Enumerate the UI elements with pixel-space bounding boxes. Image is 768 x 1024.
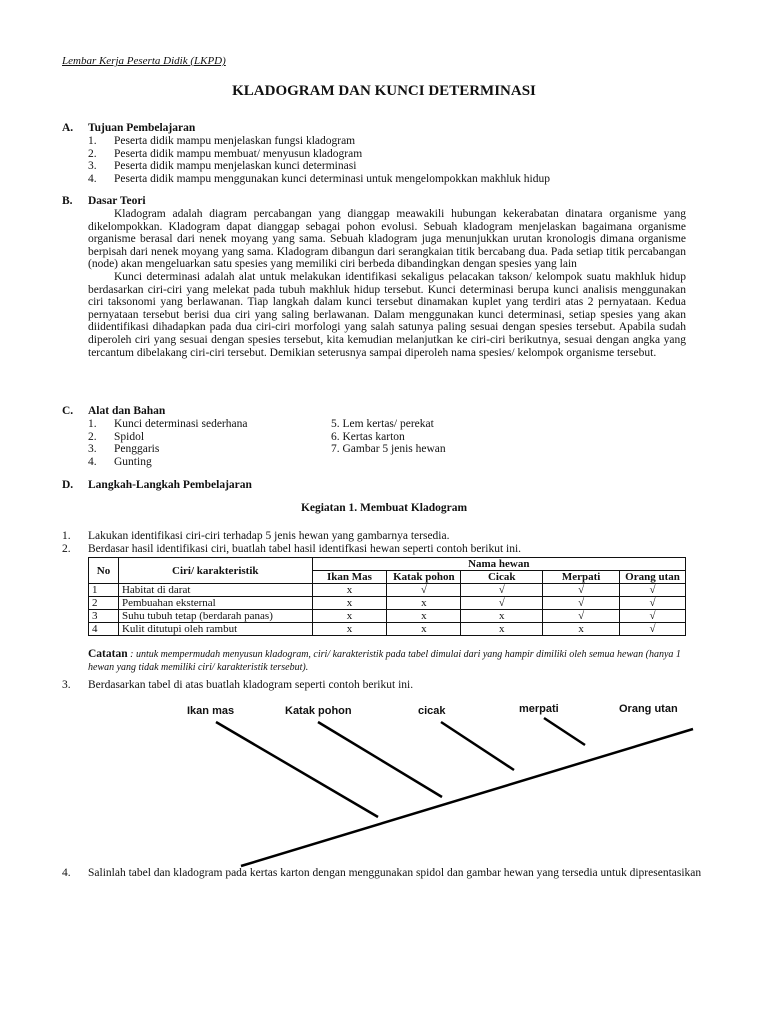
table-cell: Kulit ditutupi oleh rambut <box>118 623 312 636</box>
item-number: 4. <box>88 172 97 185</box>
column-header-animal: Ikan Mas <box>312 571 387 584</box>
cladogram-trunk <box>241 729 693 866</box>
column-header-animal: Katak pohon <box>387 571 461 584</box>
table-cell: √ <box>543 610 620 623</box>
table-cell: 3 <box>89 610 119 623</box>
cladogram-label-ikan-mas: Ikan mas <box>187 705 235 717</box>
table-cell: x <box>387 597 461 610</box>
cladogram-label-katak-pohon: Katak pohon <box>285 705 352 717</box>
table-cell: x <box>387 610 461 623</box>
item-text: Peserta didik mampu membuat/ menyusun kladogram <box>114 147 363 160</box>
step-text: Berdasarkan tabel di atas buatlah kladogram seperti contoh berikut ini. <box>88 679 414 691</box>
list-item: 7. Gambar 5 jenis hewan <box>331 443 446 456</box>
item-text: Spidol <box>114 430 145 443</box>
table-cell: x <box>312 584 387 597</box>
table-cell: x <box>387 623 461 636</box>
table-cell: Suhu tubuh tetap (berdarah panas) <box>118 610 312 623</box>
column-header-animal: Cicak <box>461 571 543 584</box>
table-cell: √ <box>620 623 686 636</box>
table-cell: x <box>461 623 543 636</box>
item-number: 3. <box>88 443 97 456</box>
step-number: 1. <box>62 530 71 542</box>
section-letter: B. <box>62 195 73 207</box>
cladogram-branch-katak-pohon <box>318 722 442 797</box>
step-text: Salinlah tabel dan kladogram pada kertas karton dengan menggunakan spidol dan gambar hewan yang tersedia untuk dipresentasikan <box>88 867 702 879</box>
table-cell: Pembuahan eksternal <box>118 597 312 610</box>
column-header-animal: Merpati <box>543 571 620 584</box>
table-cell: √ <box>461 584 543 597</box>
column-header-animal: Orang utan <box>620 571 686 584</box>
lkpd-header-label: Lembar Kerja Peserta Didik (LKPD) <box>62 55 226 67</box>
note-label: Catatan <box>88 648 128 660</box>
item-text: Peserta didik mampu menggunakan kunci determinasi untuk mengelompokkan makhluk hidup <box>114 172 550 185</box>
item-number: 4. <box>88 455 97 468</box>
table-cell: 1 <box>89 584 119 597</box>
page-title: KLADOGRAM DAN KUNCI DETERMINASI <box>232 83 536 99</box>
activity-title: Kegiatan 1. Membuat Kladogram <box>300 502 468 514</box>
step-number: 3. <box>62 679 71 691</box>
cladogram-label-orang-utan: Orang utan <box>619 703 678 715</box>
item-number: 1. <box>88 418 97 430</box>
item-text: Peserta didik mampu menjelaskan kunci determinasi <box>114 160 357 173</box>
item-number: 2. <box>88 147 97 160</box>
step-number: 4. <box>62 867 71 879</box>
section-title: Dasar Teori <box>88 195 146 207</box>
column-header-group: Nama hewan <box>312 558 685 571</box>
table-cell: 2 <box>89 597 119 610</box>
table-cell: √ <box>620 610 686 623</box>
step-4 <box>62 867 702 880</box>
table-cell: √ <box>620 584 686 597</box>
step-text: Berdasar hasil identifikasi ciri, buatlah tabel hasil identifkasi hewan seperti contoh berikut ini. <box>88 543 522 555</box>
table-cell: √ <box>620 597 686 610</box>
item-text: Penggaris <box>114 443 160 456</box>
section-letter: A. <box>62 122 74 134</box>
section-letter: D. <box>62 479 74 491</box>
item-text: Peserta didik mampu menjelaskan fungsi kladogram <box>114 135 356 147</box>
table-cell: x <box>543 623 620 636</box>
cladogram-label-cicak: cicak <box>418 705 446 717</box>
table-cell: Habitat di darat <box>118 584 312 597</box>
table-cell: x <box>461 610 543 623</box>
step-text: Lakukan identifikasi ciri-ciri terhadap 5 jenis hewan yang gambarnya tersedia. <box>88 530 450 542</box>
item-number: 2. <box>88 430 97 443</box>
table-cell: x <box>312 610 387 623</box>
note-text: : untuk mempermudah menyusun kladogram, ciri/ karakteristik pada tabel dimulai dari yang hampir dimiliki oleh semua hewan (hanya 1 hewan yang tidak memiliki ciri/ karakteristik tersebut). <box>88 649 681 673</box>
item-number: 1. <box>88 135 97 147</box>
section-letter: C. <box>62 405 74 417</box>
theory-paragraph-cladogram: Kladogram adalah diagram percabangan yang dianggap meawakili hubungan kekerabatan dinatara organisme yang dikelompokkan. Kladogram dapat dianggap sebagai pohon evolusi. Sebuah kladogram menjelaskan bagaimana organisme organisme berasal dari nenek moyang yang sama. Sebuah kladogram juga menunjukkan urutan kronologis dimana organisme berpisah dari nenek moyang yang sama. Kladogram dibangun dari serangkaian titik bercabang dua. Pada setiap titik percabangan (node) akan mengeluarkan satu spesies yang memiliki ciri berbeda dibandingkan dengan spesies yang lain <box>88 208 686 271</box>
theory-paragraph-key: Kunci determinasi adalah alat untuk melakukan identifikasi sekaligus pelacakan takson/ kelompok suatu makhluk hidup berdasarkan ciri-ciri yang melekat pada tubuh makhluk hidup tersebut. Kunci determinasi berupa kunci analisis menggunakan ciri taksonomi yang berlawanan. Tiap langkah dalam kunci tersebut dinamakan kuplet yang terdiri atas 2 pernyataan. Kedua pernyataan tersebut berisi dua ciri yang saling berlawanan. Dalam menggunakan kunci determinasi, setiap spesies yang akan diidentifikasi dihadapkan pada dua ciri-ciri morfologi yang salah satunya paling sesuai dengan spesies tersebut. Apabila sudah diperoleh ciri yang sesuai dengan spesies tersebut, kita kemudian melanjutkan ke ciri-ciri berikutnya, sesuai dengan angka yang tercantum dibelakang ciri-ciri tersebut. Demikian seterusnya sampai diperoleh nama spesies/ kelompok organisme tersebut. <box>88 270 686 359</box>
column-header-no: No <box>89 558 119 584</box>
cladogram-branch-ikan-mas <box>216 722 378 817</box>
table-cell: √ <box>461 597 543 610</box>
list-item: 5. Lem kertas/ perekat <box>331 418 434 430</box>
item-text: Gunting <box>114 455 152 468</box>
table-cell: √ <box>543 597 620 610</box>
table-cell: 4 <box>89 623 119 636</box>
step-number: 2. <box>62 543 71 555</box>
table-cell: √ <box>387 584 461 597</box>
cladogram-branch-cicak <box>441 722 514 770</box>
section-title: Tujuan Pembelajaran <box>88 122 196 134</box>
section-title: Alat dan Bahan <box>88 405 166 417</box>
table-cell: x <box>312 597 387 610</box>
cladogram-branch-merpati <box>544 718 585 745</box>
column-header-ciri: Ciri/ karakteristik <box>118 558 312 584</box>
item-number: 3. <box>88 160 97 173</box>
table-cell: √ <box>543 584 620 597</box>
cladogram-label-merpati: merpati <box>519 703 559 715</box>
table-cell: x <box>312 623 387 636</box>
section-title: Langkah-Langkah Pembelajaran <box>88 479 252 491</box>
list-item: 6. Kertas karton <box>331 430 405 443</box>
item-text: Kunci determinasi sederhana <box>114 418 248 430</box>
